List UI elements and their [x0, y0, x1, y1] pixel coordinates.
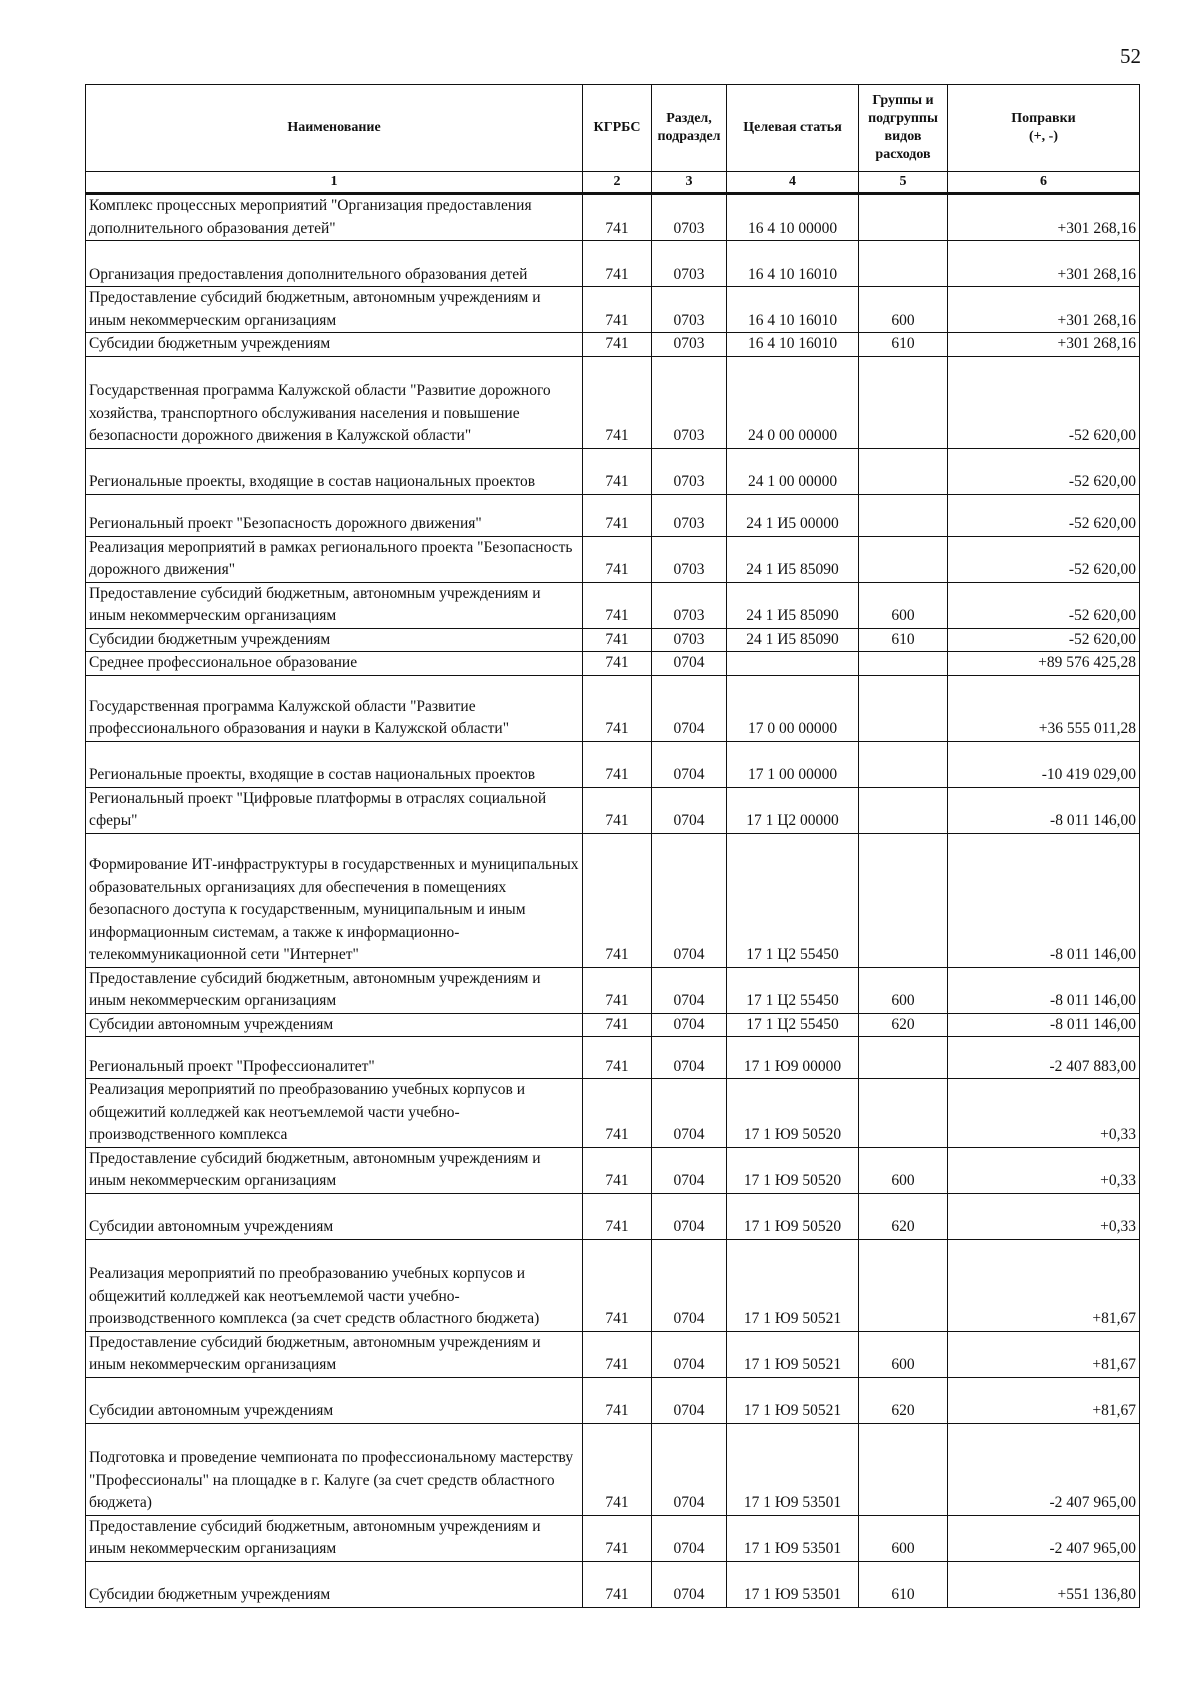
- row-section: 0704: [652, 652, 727, 676]
- row-section: 0704: [652, 741, 727, 787]
- row-expense-type: [859, 241, 948, 287]
- row-section: 0703: [652, 582, 727, 628]
- header-amendments-sign: (+, -): [1029, 129, 1058, 144]
- row-name: Организация предоставления дополнительного образования детей: [86, 241, 583, 287]
- row-expense-type: 600: [859, 967, 948, 1013]
- table-row: [86, 448, 1140, 494]
- row-target: 17 1 Ю9 00000: [727, 1037, 859, 1079]
- table-row: [86, 287, 1140, 333]
- table-row: [86, 833, 1140, 967]
- budget-amendments-table: [85, 84, 1140, 1608]
- header-groups: Группы и подгруппы видов расходов: [859, 85, 948, 172]
- row-expense-type: 620: [859, 1013, 948, 1037]
- row-amount: -8 011 146,00: [948, 1013, 1140, 1037]
- row-expense-type: [859, 356, 948, 448]
- header-target: Целевая статья: [727, 85, 859, 172]
- row-target: 17 1 Ю9 53501: [727, 1515, 859, 1561]
- row-section: 0704: [652, 675, 727, 741]
- row-name: Предоставление субсидий бюджетным, автономным учреждениям и иным некоммерческим организациям: [86, 582, 583, 628]
- row-name: Региональный проект "Цифровые платформы в отраслях социальной сферы": [86, 787, 583, 833]
- row-target: 17 1 Ю9 50520: [727, 1147, 859, 1193]
- row-target: 16 4 10 16010: [727, 241, 859, 287]
- row-target: 17 1 Ю9 50521: [727, 1377, 859, 1423]
- row-amount: +301 268,16: [948, 241, 1140, 287]
- page-number: 52: [1120, 44, 1141, 68]
- table-row: [86, 1079, 1140, 1148]
- table-header-row: [86, 85, 1140, 172]
- column-number: 3: [652, 172, 727, 194]
- row-kgrbs: 741: [583, 287, 652, 333]
- row-amount: -2 407 965,00: [948, 1515, 1140, 1561]
- row-kgrbs: 741: [583, 356, 652, 448]
- row-amount: +551 136,80: [948, 1561, 1140, 1607]
- row-amount: +36 555 011,28: [948, 675, 1140, 741]
- row-amount: +81,67: [948, 1377, 1140, 1423]
- row-kgrbs: 741: [583, 967, 652, 1013]
- row-section: 0704: [652, 787, 727, 833]
- row-name: Региональные проекты, входящие в состав национальных проектов: [86, 448, 583, 494]
- row-name: Предоставление субсидий бюджетным, автономным учреждениям и иным некоммерческим организациям: [86, 1515, 583, 1561]
- table-row: [86, 1561, 1140, 1607]
- table-row: [86, 194, 1140, 241]
- row-expense-type: [859, 536, 948, 582]
- row-target: 24 0 00 00000: [727, 356, 859, 448]
- row-target: 17 1 Ц2 55450: [727, 833, 859, 967]
- row-amount: -8 011 146,00: [948, 967, 1140, 1013]
- row-expense-type: 610: [859, 1561, 948, 1607]
- header-section: Раздел, подраздел: [652, 85, 727, 172]
- column-number: 6: [948, 172, 1140, 194]
- row-section: 0704: [652, 1239, 727, 1331]
- row-amount: -52 620,00: [948, 494, 1140, 536]
- row-target: 16 4 10 00000: [727, 194, 859, 241]
- row-target: 17 1 Ю9 50520: [727, 1193, 859, 1239]
- row-name: Реализация мероприятий по преобразованию учебных корпусов и общежитий колледжей как неотъемлемой части учебно-производственного комплекса (за счет средств областного бюджета): [86, 1239, 583, 1331]
- row-target: [727, 652, 859, 676]
- row-kgrbs: 741: [583, 494, 652, 536]
- table-row: [86, 333, 1140, 357]
- row-amount: +301 268,16: [948, 333, 1140, 357]
- row-section: 0704: [652, 1013, 727, 1037]
- row-kgrbs: 741: [583, 1013, 652, 1037]
- row-expense-type: [859, 1037, 948, 1079]
- row-kgrbs: 741: [583, 241, 652, 287]
- row-amount: +0,33: [948, 1193, 1140, 1239]
- row-name: Комплекс процессных мероприятий "Организация предоставления дополнительного образования детей": [86, 194, 583, 241]
- row-section: 0704: [652, 833, 727, 967]
- row-target: 24 1 И5 85090: [727, 536, 859, 582]
- row-expense-type: 600: [859, 1515, 948, 1561]
- row-name: Предоставление субсидий бюджетным, автономным учреждениям и иным некоммерческим организациям: [86, 287, 583, 333]
- row-expense-type: 600: [859, 582, 948, 628]
- row-amount: -52 620,00: [948, 448, 1140, 494]
- row-expense-type: [859, 448, 948, 494]
- row-name: Региональные проекты, входящие в состав национальных проектов: [86, 741, 583, 787]
- header-amendments: [948, 85, 1140, 172]
- table-row: [86, 1193, 1140, 1239]
- row-target: 24 1 00 00000: [727, 448, 859, 494]
- row-expense-type: [859, 787, 948, 833]
- row-expense-type: [859, 833, 948, 967]
- row-section: 0704: [652, 1193, 727, 1239]
- table-row: [86, 1239, 1140, 1331]
- table-row: [86, 741, 1140, 787]
- row-section: 0704: [652, 967, 727, 1013]
- table-row: [86, 675, 1140, 741]
- row-kgrbs: 741: [583, 1515, 652, 1561]
- row-expense-type: [859, 652, 948, 676]
- row-kgrbs: 741: [583, 1377, 652, 1423]
- row-target: 16 4 10 16010: [727, 333, 859, 357]
- row-expense-type: 600: [859, 1147, 948, 1193]
- row-amount: -2 407 965,00: [948, 1423, 1140, 1515]
- row-name: Реализация мероприятий по преобразованию учебных корпусов и общежитий колледжей как неотъемлемой части учебно-производственного комплекса: [86, 1079, 583, 1148]
- row-target: 17 1 Ц2 55450: [727, 1013, 859, 1037]
- column-number: 1: [86, 172, 583, 194]
- table-row: [86, 1037, 1140, 1079]
- row-section: 0703: [652, 287, 727, 333]
- row-name: Предоставление субсидий бюджетным, автономным учреждениям и иным некоммерческим организациям: [86, 967, 583, 1013]
- row-section: 0704: [652, 1515, 727, 1561]
- row-target: 17 1 Ц2 55450: [727, 967, 859, 1013]
- row-expense-type: 610: [859, 628, 948, 652]
- row-kgrbs: 741: [583, 833, 652, 967]
- row-section: 0704: [652, 1037, 727, 1079]
- table-row: [86, 628, 1140, 652]
- row-amount: +89 576 425,28: [948, 652, 1140, 676]
- row-amount: +0,33: [948, 1079, 1140, 1148]
- row-expense-type: 610: [859, 333, 948, 357]
- row-expense-type: 600: [859, 1331, 948, 1377]
- row-kgrbs: 741: [583, 194, 652, 241]
- row-amount: +81,67: [948, 1239, 1140, 1331]
- row-kgrbs: 741: [583, 1147, 652, 1193]
- row-expense-type: 600: [859, 287, 948, 333]
- row-amount: +0,33: [948, 1147, 1140, 1193]
- row-kgrbs: 741: [583, 1561, 652, 1607]
- row-amount: -2 407 883,00: [948, 1037, 1140, 1079]
- table-row: [86, 582, 1140, 628]
- row-section: 0703: [652, 628, 727, 652]
- header-name: Наименование: [86, 85, 583, 172]
- table-row: [86, 787, 1140, 833]
- row-name: Государственная программа Калужской области "Развитие дорожного хозяйства, транспортного обслуживания населения и повышение безопасности дорожного движения в Калужской области": [86, 356, 583, 448]
- row-kgrbs: 741: [583, 1423, 652, 1515]
- row-kgrbs: 741: [583, 1037, 652, 1079]
- row-kgrbs: 741: [583, 333, 652, 357]
- row-expense-type: [859, 1079, 948, 1148]
- row-target: 17 1 Ю9 50520: [727, 1079, 859, 1148]
- row-kgrbs: 741: [583, 652, 652, 676]
- row-name: Подготовка и проведение чемпионата по профессиональному мастерству "Профессионалы" на площадке в г. Калуге (за счет средств областного бюджета): [86, 1423, 583, 1515]
- column-number: 2: [583, 172, 652, 194]
- row-name: Государственная программа Калужской области "Развитие профессионального образования и науки в Калужской области": [86, 675, 583, 741]
- row-target: 16 4 10 16010: [727, 287, 859, 333]
- header-amendments-title: Поправки: [1011, 111, 1076, 126]
- row-expense-type: [859, 1239, 948, 1331]
- row-amount: -52 620,00: [948, 582, 1140, 628]
- table-row: [86, 1515, 1140, 1561]
- row-section: 0703: [652, 241, 727, 287]
- column-number: 4: [727, 172, 859, 194]
- row-amount: +301 268,16: [948, 194, 1140, 241]
- row-kgrbs: 741: [583, 628, 652, 652]
- table-row: [86, 1331, 1140, 1377]
- table-row: [86, 1013, 1140, 1037]
- row-target: 17 1 Ю9 53501: [727, 1423, 859, 1515]
- table-row: [86, 536, 1140, 582]
- row-name: Региональный проект "Профессионалитет": [86, 1037, 583, 1079]
- row-amount: -8 011 146,00: [948, 787, 1140, 833]
- row-section: 0703: [652, 333, 727, 357]
- row-section: 0703: [652, 448, 727, 494]
- row-section: 0704: [652, 1331, 727, 1377]
- row-expense-type: [859, 675, 948, 741]
- row-name: Формирование ИТ-инфраструктуры в государственных и муниципальных образовательных организациях для обеспечения в помещениях безопасного доступа к государственным, муниципальным и иным информационным системам, а также к информационно-телекоммуникационной сети "Интернет": [86, 833, 583, 967]
- row-expense-type: [859, 194, 948, 241]
- row-name: Субсидии бюджетным учреждениям: [86, 333, 583, 357]
- row-section: 0703: [652, 194, 727, 241]
- table-row: [86, 1377, 1140, 1423]
- row-amount: -52 620,00: [948, 536, 1140, 582]
- row-section: 0703: [652, 494, 727, 536]
- row-target: 17 1 Ю9 50521: [727, 1239, 859, 1331]
- row-target: 24 1 И5 85090: [727, 582, 859, 628]
- row-kgrbs: 741: [583, 448, 652, 494]
- row-name: Субсидии автономным учреждениям: [86, 1013, 583, 1037]
- row-name: Субсидии автономным учреждениям: [86, 1377, 583, 1423]
- row-target: 17 1 Ю9 50521: [727, 1331, 859, 1377]
- table-row: [86, 356, 1140, 448]
- row-name: Реализация мероприятий в рамках регионального проекта "Безопасность дорожного движения": [86, 536, 583, 582]
- row-name: Субсидии автономным учреждениям: [86, 1193, 583, 1239]
- row-section: 0704: [652, 1561, 727, 1607]
- row-kgrbs: 741: [583, 1331, 652, 1377]
- table-row: [86, 1423, 1140, 1515]
- column-number: 5: [859, 172, 948, 194]
- row-section: 0704: [652, 1147, 727, 1193]
- table-row: [86, 241, 1140, 287]
- row-kgrbs: 741: [583, 1079, 652, 1148]
- row-expense-type: [859, 1423, 948, 1515]
- row-amount: -52 620,00: [948, 356, 1140, 448]
- row-expense-type: 620: [859, 1193, 948, 1239]
- table-body: [86, 194, 1140, 1608]
- row-kgrbs: 741: [583, 787, 652, 833]
- row-section: 0704: [652, 1377, 727, 1423]
- row-expense-type: 620: [859, 1377, 948, 1423]
- row-name: Субсидии бюджетным учреждениям: [86, 628, 583, 652]
- row-kgrbs: 741: [583, 582, 652, 628]
- row-target: 17 1 Ю9 53501: [727, 1561, 859, 1607]
- row-section: 0704: [652, 1079, 727, 1148]
- row-kgrbs: 741: [583, 1193, 652, 1239]
- row-target: 24 1 И5 00000: [727, 494, 859, 536]
- row-amount: -52 620,00: [948, 628, 1140, 652]
- row-name: Региональный проект "Безопасность дорожного движения": [86, 494, 583, 536]
- header-kgrbs: КГРБС: [583, 85, 652, 172]
- row-kgrbs: 741: [583, 536, 652, 582]
- column-number-row: [86, 172, 1140, 194]
- row-target: 24 1 И5 85090: [727, 628, 859, 652]
- row-section: 0704: [652, 1423, 727, 1515]
- row-kgrbs: 741: [583, 1239, 652, 1331]
- row-name: Предоставление субсидий бюджетным, автономным учреждениям и иным некоммерческим организациям: [86, 1147, 583, 1193]
- row-amount: -8 011 146,00: [948, 833, 1140, 967]
- row-amount: -10 419 029,00: [948, 741, 1140, 787]
- table-row: [86, 967, 1140, 1013]
- row-name: Субсидии бюджетным учреждениям: [86, 1561, 583, 1607]
- row-target: 17 0 00 00000: [727, 675, 859, 741]
- row-section: 0703: [652, 536, 727, 582]
- row-amount: +81,67: [948, 1331, 1140, 1377]
- row-target: 17 1 Ц2 00000: [727, 787, 859, 833]
- table-row: [86, 1147, 1140, 1193]
- row-name: Среднее профессиональное образование: [86, 652, 583, 676]
- row-target: 17 1 00 00000: [727, 741, 859, 787]
- row-expense-type: [859, 494, 948, 536]
- row-expense-type: [859, 741, 948, 787]
- row-kgrbs: 741: [583, 675, 652, 741]
- table-row: [86, 652, 1140, 676]
- row-kgrbs: 741: [583, 741, 652, 787]
- row-amount: +301 268,16: [948, 287, 1140, 333]
- row-section: 0703: [652, 356, 727, 448]
- table-row: [86, 494, 1140, 536]
- row-name: Предоставление субсидий бюджетным, автономным учреждениям и иным некоммерческим организациям: [86, 1331, 583, 1377]
